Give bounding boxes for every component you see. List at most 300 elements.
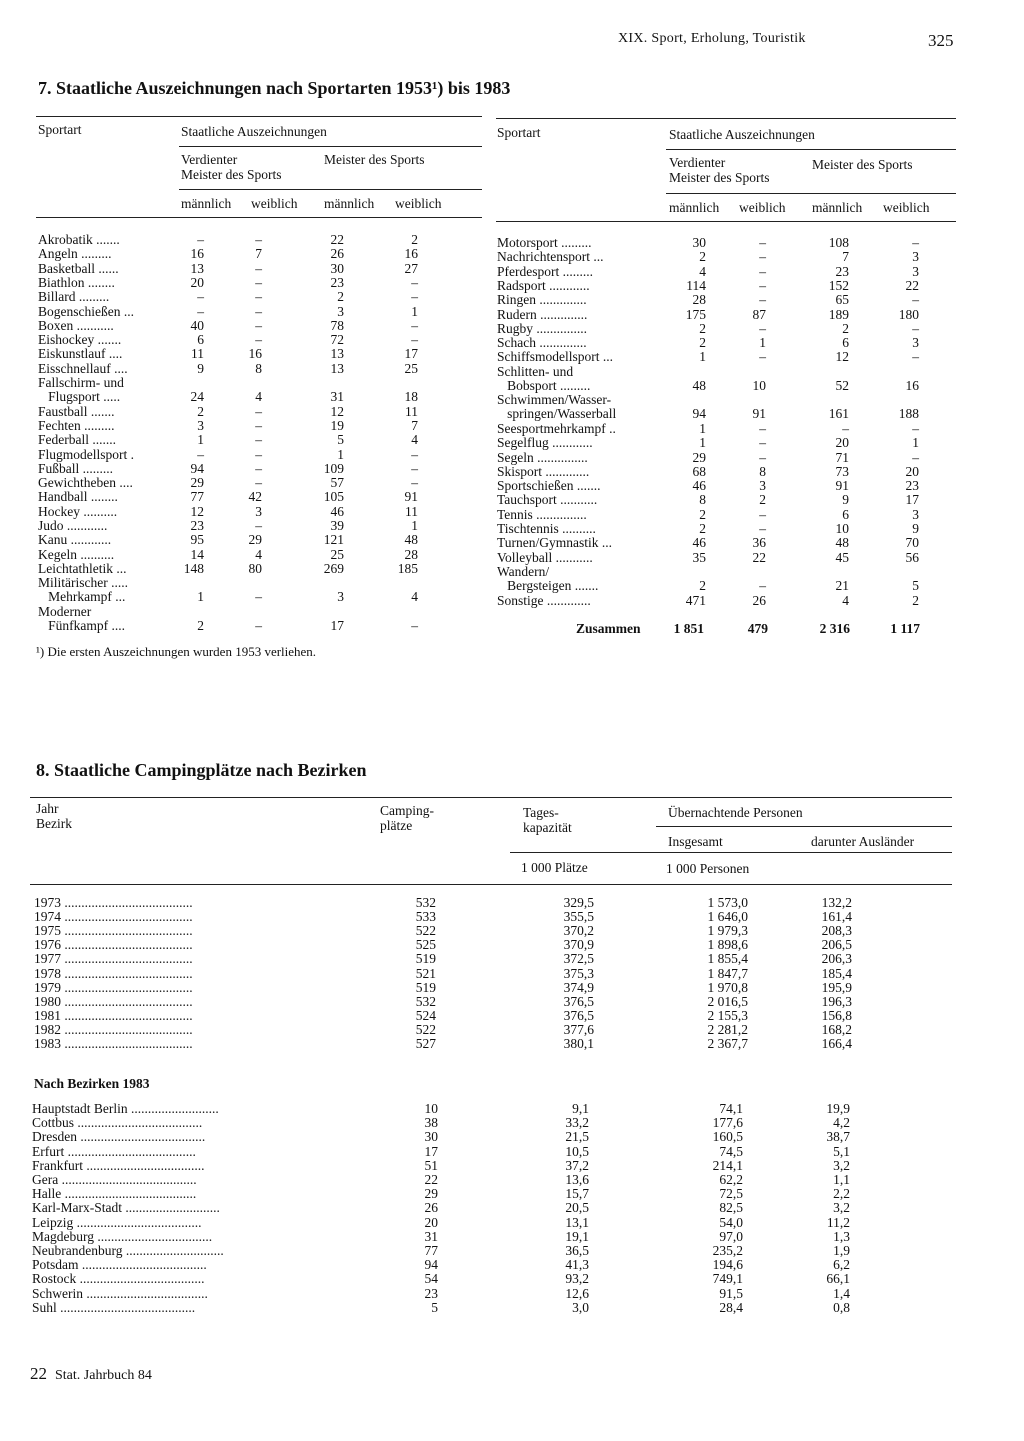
table7-row-cell: 8 — [255, 360, 262, 376]
t7-col-m2-right: männlich — [812, 200, 863, 215]
table7-row-cell: 9 — [842, 492, 849, 508]
table7-row-cell: 2 — [197, 617, 204, 633]
table7-row-cell: – — [255, 617, 262, 633]
table8-bezirk-row-cell: 94 — [424, 1257, 438, 1273]
table7-row-cell: 30 — [692, 235, 706, 250]
table8-year-row-cell: 208,3 — [821, 923, 852, 939]
table7-row-cell: 3 — [912, 249, 919, 265]
table7-row-cell: – — [411, 460, 418, 476]
table8-year-row-cell: 527 — [415, 1036, 436, 1051]
table7-row-cell: 22 — [330, 232, 344, 247]
table8-bezirk-row-cell: 3,2 — [833, 1157, 850, 1173]
table7-row-cell: – — [255, 460, 262, 476]
t8-unit-kapazitaet: 1 000 Plätze — [521, 860, 588, 875]
table7-row-cell: – — [255, 232, 262, 247]
table7-row-cell: 2 — [699, 335, 706, 351]
table8-year-row-cell: 521 — [415, 965, 436, 981]
table7-row-label: Gewichtheben .... — [38, 475, 133, 491]
table8-year-row — [34, 910, 864, 924]
table7-row-cell: 91 — [752, 406, 766, 422]
table8-bezirk-row-cell: 160,5 — [712, 1129, 743, 1145]
table7-row-cell: 1 — [699, 420, 706, 436]
table8-year-row-label: 1981 ...................................... — [34, 1007, 193, 1023]
table7-row-cell: – — [197, 446, 204, 462]
table7-row-label: Basketball ...... — [38, 260, 119, 276]
table7-row — [38, 548, 418, 562]
table7-row-label: Seesportmehrkampf .. — [497, 420, 616, 436]
table7-row-cell: 2 — [411, 232, 418, 247]
table7-row-label: Turnen/Gymnastik ... — [497, 535, 613, 551]
table8-bezirk-row-label: Dresden ..................................... — [32, 1129, 206, 1145]
table8-bezirk-row-cell: 77 — [424, 1243, 438, 1258]
table8-year-row-cell: 376,5 — [563, 1007, 594, 1023]
table7-row-cell: 91 — [835, 478, 849, 494]
table7-row — [38, 362, 418, 376]
table7-row-cell: – — [759, 435, 766, 451]
table7-total-cell: 1 851 — [673, 621, 704, 636]
table7-row-cell: 20 — [190, 274, 204, 290]
table8-year-row-cell: 1 979,3 — [707, 923, 748, 939]
table7-row-cell: 21 — [835, 577, 849, 593]
t7-col-verdienter-right: Verdienter Meister des Sports — [669, 155, 770, 185]
table8-year-row-cell: 206,5 — [821, 937, 852, 953]
table8-bezirk-row-cell: 38 — [424, 1115, 438, 1131]
table7-row-cell: 39 — [330, 518, 344, 533]
table7-row — [497, 565, 925, 593]
table8-year-row-cell: 1 573,0 — [707, 895, 748, 910]
table7-row-cell: 1 — [197, 432, 204, 448]
table7-row-cell: 2 — [699, 249, 706, 265]
table8-bezirk-row-cell: 31 — [424, 1228, 438, 1244]
table7-row-cell: 471 — [685, 592, 706, 608]
table8-bezirk-row-label: Karl-Marx-Stadt ............................ — [32, 1200, 220, 1216]
table8-bezirk-row-label: Magdeburg .................................. — [32, 1228, 213, 1244]
table7-row-cell: 19 — [330, 417, 344, 433]
table7-row-cell: 3 — [912, 335, 919, 351]
t8-col-insgesamt: Insgesamt — [668, 834, 723, 849]
table7-row-cell: 1 — [197, 589, 204, 605]
table7-row — [38, 290, 418, 304]
table7-row-cell: 2 — [912, 592, 919, 608]
table8-year-row — [34, 924, 864, 938]
table8-year-row-cell: 2 281,2 — [707, 1021, 748, 1037]
table7-row-label: Handball ........ — [38, 489, 118, 505]
table7-row-cell: – — [255, 260, 262, 276]
table8-year-row — [34, 938, 864, 952]
table8-title: 8. Staatliche Campingplätze nach Bezirken — [36, 760, 367, 780]
table8-year-row-label: 1974 ...................................... — [34, 909, 193, 925]
table8-year-row-cell: 370,2 — [563, 923, 594, 939]
table8-bezirk-row-cell: 33,2 — [565, 1115, 589, 1131]
table7-row-cell: 14 — [190, 546, 204, 562]
table8-bezirk-row-cell: 19,9 — [826, 1101, 850, 1116]
table7-row-label: Nachrichtensport ... — [497, 249, 604, 265]
table8-bezirk-row-label: Hauptstadt Berlin .......................... — [32, 1101, 219, 1116]
table7-row — [38, 505, 418, 519]
table8-bezirk-row-cell: 13,1 — [565, 1214, 589, 1230]
table7-row-label: Rugby ............... — [497, 320, 588, 336]
table7-total-label: Zusammen — [576, 621, 641, 636]
table7-row-label: Skisport ............. — [497, 463, 590, 479]
table7-row-cell: 40 — [190, 317, 204, 333]
table7-row-label: Eiskunstlauf .... — [38, 346, 123, 362]
table8-bezirk-row-label: Erfurt ...................................... — [32, 1143, 196, 1159]
table7-row — [38, 347, 418, 361]
table7-row — [497, 293, 925, 307]
table8-bezirk-row-cell: 41,3 — [565, 1257, 589, 1273]
table7-row-label: Boxen ........... — [38, 317, 114, 333]
running-head-title: XIX. Sport, Erholung, Touristik — [618, 31, 806, 46]
table7-row-cell: 2 — [699, 521, 706, 536]
table8-bezirk-row-cell: 19,1 — [565, 1228, 589, 1244]
t8-col-jahr: Jahr Bezirk — [36, 801, 72, 831]
table8-bezirk-row-cell: 51 — [424, 1157, 438, 1173]
table8-bezirk-row-cell: 3,0 — [572, 1299, 589, 1315]
table7-row-cell: 20 — [835, 435, 849, 451]
table7-row-cell: 27 — [404, 260, 418, 276]
table8-year-row-cell: 2 155,3 — [707, 1007, 748, 1023]
table7-row-cell: 121 — [323, 532, 344, 548]
table8-bezirk-row — [32, 1258, 864, 1272]
table8-year-row-cell: 377,6 — [563, 1021, 594, 1037]
table7-row-cell: 46 — [692, 535, 706, 551]
t7-col-w2-right: weiblich — [883, 200, 930, 215]
table8-bezirk-row-cell: 9,1 — [572, 1101, 589, 1116]
table8-bezirk-row-cell: 30 — [424, 1129, 438, 1145]
table7-row-cell: – — [912, 420, 919, 436]
table8-bezirk-row — [32, 1230, 864, 1244]
table7-row-label: Schach .............. — [497, 335, 587, 351]
table7-row-cell: 28 — [404, 546, 418, 562]
table7-row — [497, 393, 925, 421]
table7-row-label: Billard ......... — [38, 289, 110, 305]
table8-bezirk-row-cell: 10,5 — [565, 1143, 589, 1159]
table7-row-cell: – — [255, 303, 262, 319]
table7-row-cell: 10 — [835, 521, 849, 536]
table8-bezirk-row-cell: 0,8 — [833, 1299, 850, 1315]
table8-year-row-label: 1983 ...................................... — [34, 1036, 193, 1051]
page-number: 325 — [928, 31, 954, 50]
table7-row — [497, 536, 925, 550]
table7-row — [497, 322, 925, 336]
t7-col-group-left: Staatliche Auszeichnungen — [181, 124, 327, 139]
table7-row-cell: 78 — [330, 317, 344, 333]
table7-row-cell: 1 — [759, 335, 766, 351]
table8-year-row-cell: 166,4 — [821, 1036, 852, 1051]
table8-year-row — [34, 1009, 864, 1023]
table7-row — [497, 265, 925, 279]
table7-row-label: Schwimmen/Wasser- springen/Wasserball — [497, 392, 617, 422]
table7-row-cell: 73 — [835, 463, 849, 479]
table8-year-row-cell: 2 016,5 — [707, 993, 748, 1009]
table7-row-cell: – — [411, 274, 418, 290]
table8-bezirk-row-cell: 10 — [424, 1101, 438, 1116]
table7-row-cell: 65 — [835, 292, 849, 308]
table7-row-cell: 269 — [323, 560, 344, 576]
table7-row-cell: 5 — [912, 577, 919, 593]
table8-bezirk-row-cell: 17 — [424, 1143, 438, 1159]
table7-row-cell: 188 — [898, 406, 919, 422]
table7-row-cell: 6 — [197, 332, 204, 348]
table7-row-cell: 16 — [248, 346, 262, 362]
table8-year-row-cell: 532 — [415, 895, 436, 910]
table8-year-row-cell: 524 — [415, 1007, 436, 1023]
table7-row-cell: 1 — [912, 435, 919, 451]
table7-row-label: Schiffsmodellsport ... — [497, 349, 613, 365]
table8-bezirk-row — [32, 1201, 864, 1215]
table7-row-cell: 9 — [912, 521, 919, 536]
table7-row-label: Angeln ......... — [38, 246, 112, 262]
table7-row-label: Schlitten- und Bobsport ......... — [497, 363, 591, 393]
table7-row-label: Motorsport ......... — [497, 235, 592, 250]
table7-row-label: Fallschirm- und Flugsport ..... — [38, 375, 124, 404]
table7-row-cell: 12 — [190, 503, 204, 519]
table8-bezirk-row-cell: 26 — [424, 1200, 438, 1216]
table7-row-cell: 25 — [404, 360, 418, 376]
table7-row-cell: 46 — [330, 503, 344, 519]
table7-row — [38, 247, 418, 261]
table7-row-label: Faustball ....... — [38, 403, 115, 419]
table7-row-cell: – — [255, 432, 262, 448]
t7-col-group-right: Staatliche Auszeichnungen — [669, 127, 815, 142]
table7-row-cell: 29 — [692, 449, 706, 465]
table7-row-cell: 189 — [828, 306, 849, 322]
table7-row-cell: – — [411, 332, 418, 348]
table8-year-row-cell: 195,9 — [821, 979, 852, 995]
t7-col-meister-left: Meister des Sports — [324, 152, 425, 167]
table7-row-cell: 2 — [842, 320, 849, 336]
table7-row-cell: 6 — [842, 335, 849, 351]
table7-row-cell: 17 — [404, 346, 418, 362]
table8-year-row-cell: 161,4 — [821, 909, 852, 925]
table7-row-label: Akrobatik ....... — [38, 232, 120, 247]
table7-row-cell: 26 — [752, 592, 766, 608]
table8-bezirk-row-cell: 23 — [424, 1285, 438, 1301]
table8-year-row-cell: 132,2 — [821, 895, 852, 910]
table7-row-label: Federball ....... — [38, 432, 116, 448]
table7-row-cell: 7 — [411, 417, 418, 433]
table7-row-cell: 20 — [905, 463, 919, 479]
table8-year-row-cell: 206,3 — [821, 951, 852, 967]
table7-row-cell: 152 — [828, 277, 849, 293]
table7-row-cell: 105 — [323, 489, 344, 505]
t7-col-w1-right: weiblich — [739, 200, 786, 215]
table8-bezirk-row-cell: 5 — [431, 1299, 438, 1315]
table7-row-cell: 23 — [330, 274, 344, 290]
table7-row-cell: – — [759, 249, 766, 265]
table7-row-cell: – — [759, 320, 766, 336]
table7-row — [497, 522, 925, 536]
table8-year-row — [34, 1037, 864, 1051]
table7-row-cell: – — [759, 349, 766, 365]
table8-bezirk-row-cell: 13,6 — [565, 1172, 589, 1187]
table7-row — [497, 336, 925, 350]
table8-bezirk-row-cell: 1,4 — [833, 1285, 850, 1301]
table7-row-cell: 18 — [404, 389, 418, 404]
table8-bezirk-row-cell: 97,0 — [719, 1228, 743, 1244]
table8-bezirk-row — [32, 1130, 864, 1144]
table7-row — [38, 333, 418, 347]
table7-row-cell: 3 — [337, 589, 344, 605]
table8-bezirk-row — [32, 1159, 864, 1173]
table8-year-row-cell: 1 898,6 — [707, 937, 748, 953]
table8-bezirk-row-cell: 21,5 — [565, 1129, 589, 1145]
table7-row-cell: – — [912, 320, 919, 336]
table7-row-cell: 8 — [699, 492, 706, 508]
table7-row-cell: – — [759, 235, 766, 250]
table7-row — [497, 465, 925, 479]
table8-bezirk-row-cell: 74,1 — [719, 1101, 743, 1116]
table7-row-cell: 4 — [255, 389, 262, 404]
table7-row-cell: 57 — [330, 475, 344, 491]
table7-row-label: Leichtathletik ... — [38, 560, 127, 576]
table8-bezirk-row-label: Leipzig ..................................... — [32, 1214, 202, 1230]
table7-row-label: Segelflug ............ — [497, 435, 593, 451]
table7-row-cell: 3 — [912, 263, 919, 279]
table8-bezirk-row-label: Neubrandenburg ............................. — [32, 1243, 224, 1258]
table7-row — [497, 594, 925, 608]
table8-year-row-label: 1973 ...................................... — [34, 895, 193, 910]
table8-bezirk-row — [32, 1287, 864, 1301]
table7-row-cell: – — [255, 274, 262, 290]
table8-year-row-cell: 522 — [415, 1021, 436, 1037]
table8-bezirk-row-cell: 91,5 — [719, 1285, 743, 1301]
table7-footnote: ¹) Die ersten Auszeichnungen wurden 1953 verliehen. — [36, 644, 317, 659]
table7-row — [38, 576, 418, 604]
table7-row-label: Tauchsport ........... — [497, 492, 598, 508]
table7-row-cell: 3 — [759, 478, 766, 494]
table8-year-row-cell: 522 — [415, 923, 436, 939]
table7-row — [38, 262, 418, 276]
table8-year-row-cell: 1 970,8 — [707, 979, 748, 995]
table8-bezirk-row-cell: 37,2 — [565, 1157, 589, 1173]
table7-row-cell: 3 — [255, 503, 262, 519]
t8-unit-personen: 1 000 Personen — [666, 861, 750, 876]
table7-row-label: Sonstige ............. — [497, 592, 591, 608]
table7-row-label: Sportschießen ....... — [497, 478, 601, 494]
table8-year-row — [34, 952, 864, 966]
table8-bezirk-row-cell: 235,2 — [712, 1243, 743, 1258]
t7-col-m1-left: männlich — [181, 196, 232, 211]
table8-year-row-label: 1980 ...................................... — [34, 993, 193, 1009]
table8-bezirk-row-cell: 749,1 — [712, 1271, 743, 1287]
table7-row — [38, 433, 418, 447]
table7-row-cell: 4 — [842, 592, 849, 608]
table7-row-cell: 24 — [190, 389, 204, 404]
table7-row-cell: 3 — [337, 303, 344, 319]
table7-row-cell: 2 — [699, 320, 706, 336]
table7-row-cell: – — [255, 317, 262, 333]
table7-row — [38, 562, 418, 576]
table8-year-row-cell: 519 — [415, 979, 436, 995]
t7-col-sportart-right: Sportart — [497, 125, 541, 140]
table7-row-cell: 109 — [323, 460, 344, 476]
table7-row-cell: – — [759, 277, 766, 293]
table7-row-cell: 94 — [692, 406, 706, 422]
table7-row — [38, 319, 418, 333]
table7-row-cell: – — [255, 417, 262, 433]
table7-row-cell: 3 — [912, 506, 919, 522]
table7-row-cell: 42 — [248, 489, 262, 505]
sheet-number: 22 — [30, 1364, 47, 1383]
table8-bezirk-row-cell: 1,3 — [833, 1228, 850, 1244]
table7-row-label: Flugmodellsport . — [38, 446, 135, 462]
table8-year-row-cell: 1 855,4 — [707, 951, 748, 967]
table8-bezirk-row-cell: 3,2 — [833, 1200, 850, 1216]
table8-bezirk-row-cell: 214,1 — [712, 1157, 743, 1173]
table8-bezirk-row-cell: 54 — [424, 1271, 438, 1287]
table8-year-row — [34, 1023, 864, 1037]
table8-bezirk-row — [32, 1102, 864, 1116]
table7-row-cell: 48 — [835, 535, 849, 551]
table7-row-cell: 180 — [898, 306, 919, 322]
table7-row-cell: – — [912, 235, 919, 250]
table8-bezirk-row-cell: 194,6 — [712, 1257, 743, 1273]
table7-row-cell: – — [411, 617, 418, 633]
table8-bezirk-row-label: Schwerin .................................... — [32, 1285, 208, 1301]
table7-row-label: Fechten ......... — [38, 417, 115, 433]
table7-row-cell: – — [759, 521, 766, 536]
table7-total-cell: 2 316 — [819, 621, 850, 636]
table8-bezirk-row-cell: 1,1 — [833, 1172, 850, 1187]
table7-row-label: Eishockey ....... — [38, 332, 122, 348]
table7-row-cell: 28 — [692, 292, 706, 308]
table7-row-cell: 17 — [330, 617, 344, 633]
table7-row — [38, 233, 418, 247]
table7-row — [38, 476, 418, 490]
table8-bezirk-row-cell: 177,6 — [712, 1115, 743, 1131]
table7-row-cell: 22 — [752, 549, 766, 565]
table7-row-cell: 185 — [397, 560, 418, 576]
table7-row-cell: 4 — [411, 432, 418, 448]
table7-row-cell: – — [759, 292, 766, 308]
table7-row-cell: 23 — [835, 263, 849, 279]
table7-row-cell: 22 — [905, 277, 919, 293]
table7-row-cell: 13 — [190, 260, 204, 276]
t8-col-kapazitaet: Tages- kapazität — [523, 805, 572, 835]
t7-col-w2-left: weiblich — [395, 196, 442, 211]
table7-row-cell: 17 — [905, 492, 919, 508]
table8-bezirk-row-cell: 28,4 — [719, 1299, 743, 1315]
table7-row — [38, 605, 418, 633]
table8-bezirk-row — [32, 1216, 864, 1230]
table8-year-row-cell: 519 — [415, 951, 436, 967]
table7-row-cell: 30 — [330, 260, 344, 276]
table7-row-cell: – — [411, 475, 418, 491]
table7-row-cell: 1 — [699, 349, 706, 365]
table8-bezirk-row-cell: 29 — [424, 1186, 438, 1202]
table7-row-cell: 4 — [255, 546, 262, 562]
table7-row-cell: 2 — [759, 492, 766, 508]
table7-row-cell: 11 — [191, 346, 204, 362]
table7-row-cell: 71 — [835, 449, 849, 465]
table8-bezirk-row — [32, 1244, 864, 1258]
table7-row-cell: – — [255, 289, 262, 305]
table7-row-cell: 7 — [842, 249, 849, 265]
table7-row-cell: – — [759, 449, 766, 465]
table7-row-cell: – — [255, 332, 262, 348]
table7-row-cell: – — [255, 403, 262, 419]
table8-year-row-cell: 380,1 — [563, 1036, 594, 1051]
table7-row-cell: – — [255, 518, 262, 533]
table7-row — [38, 405, 418, 419]
table7-row-cell: 80 — [248, 560, 262, 576]
table7-row-cell: – — [759, 420, 766, 436]
table7-row-cell: 52 — [835, 377, 849, 393]
table7-row — [38, 448, 418, 462]
table7-row-cell: 95 — [190, 532, 204, 548]
table7-row-cell: 114 — [686, 277, 706, 293]
